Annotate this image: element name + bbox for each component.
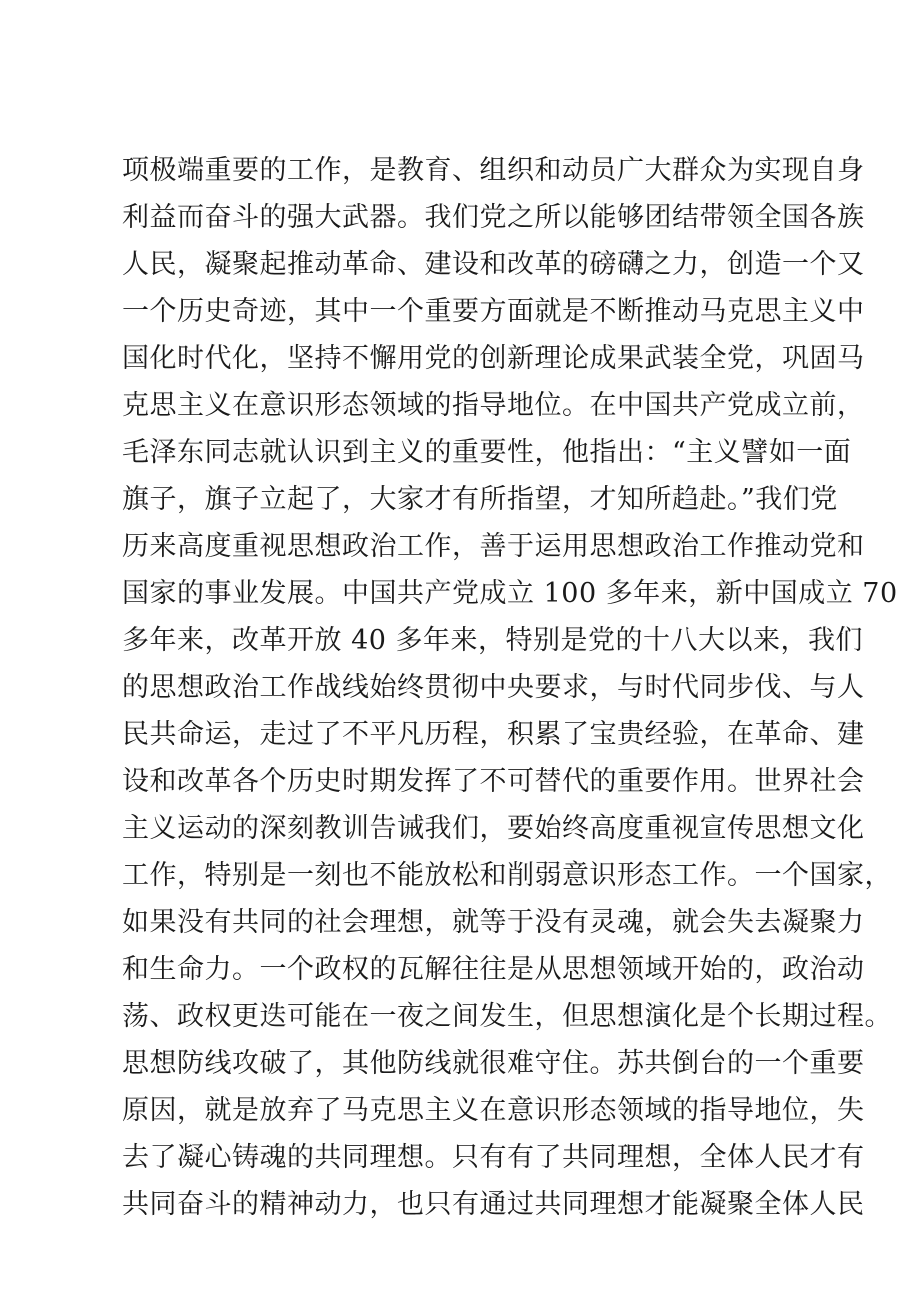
text-line-23: 共同奋斗的精神动力，也只有通过共同理想才能凝聚全体人民 xyxy=(122,1189,865,1220)
text-line-2: 利益而奋斗的强大武器。我们党之所以能够团结带领全国各族 xyxy=(122,202,865,233)
text-line-3: 人民，凝聚起推动革命、建设和改革的磅礴之力，创造一个又 xyxy=(122,249,865,280)
text-line-20: 思想防线攻破了，其他防线就很难守住。苏共倒台的一个重要 xyxy=(122,1048,865,1079)
text-line-11: 多年来，改革开放 40 多年来，特别是党的十八大以来，我们 xyxy=(122,625,864,656)
text-line-22: 去了凝心铸魂的共同理想。只有有了共同理想，全体人民才有 xyxy=(122,1142,865,1173)
text-line-10: 国家的事业发展。中国共产党成立 100 多年来，新中国成立 70 xyxy=(122,578,898,609)
text-line-14: 设和改革各个历史时期发挥了不可替代的重要作用。世界社会 xyxy=(122,766,865,797)
text-line-15: 主义运动的深刻教训告诫我们，要始终高度重视宣传思想文化 xyxy=(122,813,865,844)
text-line-13: 民共命运，走过了不平凡历程，积累了宝贵经验，在革命、建 xyxy=(122,719,865,750)
body-paragraph xyxy=(122,147,898,1228)
text-line-16: 工作，特别是一刻也不能放松和削弱意识形态工作。一个国家， xyxy=(122,860,892,891)
text-line-18: 和生命力。一个政权的瓦解往往是从思想领域开始的，政治动 xyxy=(122,954,865,985)
text-line-4: 一个历史奇迹，其中一个重要方面就是不断推动马克思主义中 xyxy=(122,296,865,327)
text-line-7: 毛泽东同志就认识到主义的重要性，他指出：“主义譬如一面 xyxy=(122,437,852,468)
text-line-1: 项极端重要的工作，是教育、组织和动员广大群众为实现自身 xyxy=(122,155,865,186)
text-line-17: 如果没有共同的社会理想，就等于没有灵魂，就会失去凝聚力 xyxy=(122,907,865,938)
text-line-9: 历来高度重视思想政治工作，善于运用思想政治工作推动党和 xyxy=(122,531,865,562)
text-line-19: 荡、政权更迭可能在一夜之间发生，但思想演化是个长期过程。 xyxy=(122,1001,892,1032)
text-line-21: 原因，就是放弃了马克思主义在意识形态领域的指导地位，失 xyxy=(122,1095,865,1126)
text-line-8: 旗子，旗子立起了，大家才有所指望，才知所趋赴。”我们党 xyxy=(122,484,838,515)
text-line-5: 国化时代化，坚持不懈用党的创新理论成果武装全党，巩固马 xyxy=(122,343,865,374)
text-line-12: 的思想政治工作战线始终贯彻中央要求，与时代同步伐、与人 xyxy=(122,672,865,703)
text-line-6: 克思主义在意识形态领域的指导地位。在中国共产党成立前， xyxy=(122,390,865,421)
